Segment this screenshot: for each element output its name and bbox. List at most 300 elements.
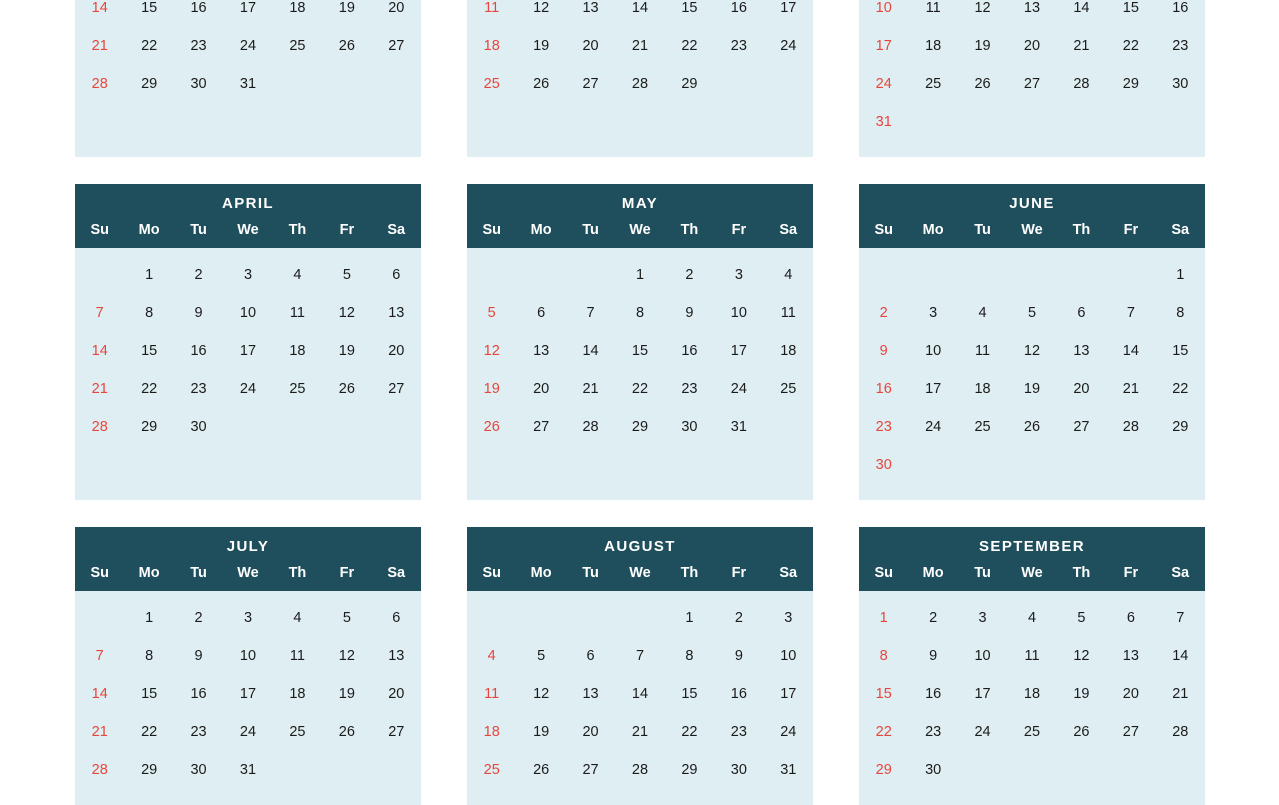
day-cell[interactable]: 23 — [875, 419, 892, 435]
day-cell[interactable]: 26 — [1023, 419, 1041, 435]
day-cell[interactable]: 19 — [338, 686, 355, 702]
day-cell[interactable]: 5 — [537, 648, 546, 664]
day-cell-empty — [958, 103, 1007, 141]
day-cell[interactable]: 20 — [533, 381, 550, 397]
day-cell-empty — [1156, 446, 1205, 484]
day-cell[interactable]: 25 — [289, 38, 306, 54]
day-cell[interactable]: 1 — [879, 610, 888, 626]
day-cell[interactable]: 26 — [1073, 724, 1090, 740]
day-cell[interactable]: 21 — [91, 38, 108, 54]
day-cell[interactable]: 24 — [925, 419, 942, 435]
day-cell[interactable]: 17 — [239, 686, 257, 702]
day-cell[interactable]: 17 — [239, 343, 257, 359]
day-cell[interactable]: 21 — [1172, 686, 1189, 702]
day-cell[interactable]: 26 — [338, 38, 355, 54]
day-cell[interactable]: 27 — [533, 419, 550, 435]
day-cell[interactable]: 24 — [875, 76, 892, 92]
day-cell[interactable]: 19 — [338, 0, 355, 16]
day-cell[interactable]: 9 — [685, 305, 694, 321]
weekday-header — [75, 565, 421, 591]
day-cell[interactable]: 28 — [1122, 419, 1139, 435]
day-cell[interactable]: 18 — [483, 38, 500, 54]
month-block — [859, 0, 1205, 157]
weekday-label: Fr — [339, 565, 355, 581]
day-cell[interactable]: 20 — [582, 724, 599, 740]
day-cell[interactable]: 11 — [975, 343, 991, 359]
day-cell[interactable]: 24 — [239, 38, 257, 54]
day-cell-empty — [1007, 256, 1056, 294]
day-cell[interactable]: 21 — [1122, 381, 1139, 397]
day-cell[interactable]: 4 — [1027, 610, 1037, 626]
day-cell[interactable]: 12 — [533, 0, 550, 16]
day-cell[interactable]: 22 — [141, 724, 158, 740]
day-cell[interactable]: 23 — [190, 38, 207, 54]
day-cell[interactable]: 5 — [1027, 305, 1037, 321]
day-cell[interactable]: 18 — [974, 381, 991, 397]
day-cell[interactable]: 30 — [190, 419, 207, 435]
day-cell[interactable]: 29 — [681, 762, 698, 778]
day-cell[interactable]: 14 — [631, 0, 649, 16]
day-cell[interactable]: 6 — [1126, 610, 1135, 626]
month-block — [75, 527, 421, 805]
day-cell[interactable]: 8 — [145, 648, 154, 664]
day-cell[interactable]: 5 — [1077, 610, 1086, 626]
day-cell[interactable]: 6 — [1077, 305, 1086, 321]
day-cell[interactable]: 15 — [875, 686, 892, 702]
day-cell[interactable]: 4 — [293, 267, 302, 283]
day-cell[interactable]: 23 — [681, 381, 698, 397]
day-cell[interactable]: 31 — [730, 419, 747, 435]
day-cell[interactable]: 3 — [243, 267, 253, 283]
day-cell[interactable]: 25 — [974, 419, 991, 435]
day-cell[interactable]: 25 — [1023, 724, 1041, 740]
day-cell-empty — [273, 408, 322, 446]
day-cell[interactable]: 13 — [582, 0, 599, 16]
day-cell[interactable]: 26 — [974, 76, 991, 92]
day-cell[interactable]: 30 — [190, 76, 207, 92]
day-cell[interactable]: 16 — [1172, 0, 1189, 16]
days-grid — [859, 591, 1205, 805]
day-cell[interactable]: 26 — [338, 724, 355, 740]
weekday-header — [859, 565, 1205, 591]
day-cell[interactable]: 23 — [1172, 38, 1189, 54]
month-title: APRIL — [75, 184, 421, 222]
day-cell[interactable]: 16 — [875, 381, 892, 397]
day-cell[interactable]: 16 — [190, 0, 207, 16]
day-cell[interactable]: 17 — [875, 38, 892, 54]
day-cell[interactable]: 3 — [929, 305, 938, 321]
day-cell[interactable]: 14 — [1172, 648, 1189, 664]
day-cell[interactable]: 12 — [338, 648, 355, 664]
day-cell[interactable]: 20 — [1122, 686, 1139, 702]
day-cell[interactable]: 26 — [338, 381, 355, 397]
day-cell[interactable]: 20 — [388, 343, 405, 359]
weekday-label: Mo — [138, 565, 160, 581]
day-cell-empty — [1156, 751, 1205, 789]
day-cell[interactable]: 26 — [533, 76, 550, 92]
day-cell[interactable]: 9 — [734, 648, 743, 664]
day-cell[interactable]: 9 — [194, 648, 203, 664]
day-cell[interactable]: 21 — [91, 724, 108, 740]
day-cell[interactable]: 12 — [1073, 648, 1090, 664]
weekday-label: Mo — [530, 222, 552, 238]
day-cell[interactable]: 22 — [875, 724, 892, 740]
day-cell[interactable]: 18 — [289, 343, 306, 359]
day-cell[interactable]: 11 — [484, 686, 500, 702]
day-cell[interactable]: 2 — [929, 610, 938, 626]
day-cell[interactable]: 25 — [289, 381, 306, 397]
day-cell[interactable]: 7 — [95, 305, 104, 321]
day-cell[interactable]: 2 — [685, 267, 694, 283]
day-cell[interactable]: 3 — [784, 610, 793, 626]
day-cell[interactable]: 28 — [91, 419, 108, 435]
day-cell[interactable]: 27 — [388, 381, 405, 397]
day-cell[interactable]: 13 — [1023, 0, 1041, 16]
weekday-header — [75, 222, 421, 248]
day-cell[interactable]: 6 — [392, 610, 401, 626]
day-cell[interactable]: 18 — [483, 724, 500, 740]
day-cell[interactable]: 20 — [388, 686, 405, 702]
day-cell[interactable]: 9 — [929, 648, 938, 664]
day-cell[interactable]: 6 — [586, 648, 595, 664]
day-cell[interactable]: 29 — [681, 76, 698, 92]
day-cell[interactable]: 15 — [141, 343, 158, 359]
day-cell[interactable]: 18 — [1023, 686, 1041, 702]
day-cell[interactable]: 26 — [483, 419, 500, 435]
day-cell-empty — [764, 65, 813, 103]
day-cell[interactable]: 12 — [483, 343, 500, 359]
day-cell-empty — [467, 256, 516, 294]
day-cell[interactable]: 11 — [484, 0, 500, 16]
day-cell[interactable]: 28 — [582, 419, 599, 435]
day-cell[interactable]: 25 — [780, 381, 797, 397]
day-cell[interactable]: 7 — [635, 648, 645, 664]
day-cell[interactable]: 26 — [533, 762, 550, 778]
day-cell[interactable]: 1 — [635, 267, 645, 283]
weekday-label: Tu — [190, 565, 207, 581]
day-cell[interactable]: 30 — [730, 762, 747, 778]
day-cell[interactable]: 12 — [974, 0, 991, 16]
day-cell[interactable]: 5 — [487, 305, 496, 321]
day-cell[interactable]: 19 — [1073, 686, 1090, 702]
day-cell[interactable]: 27 — [1023, 76, 1041, 92]
day-cell[interactable]: 21 — [631, 38, 649, 54]
day-cell-empty — [908, 103, 957, 141]
day-cell[interactable]: 8 — [145, 305, 154, 321]
day-cell[interactable]: 23 — [190, 381, 207, 397]
day-cell[interactable]: 22 — [631, 381, 649, 397]
day-cell-empty — [908, 446, 957, 484]
day-cell[interactable]: 4 — [978, 305, 987, 321]
day-cell[interactable]: 22 — [681, 724, 698, 740]
day-cell[interactable]: 25 — [483, 762, 500, 778]
weekday-label: Fr — [731, 222, 747, 238]
day-cell[interactable]: 19 — [533, 38, 550, 54]
day-cell[interactable]: 8 — [1176, 305, 1185, 321]
month-block — [467, 527, 813, 805]
day-cell[interactable]: 21 — [1073, 38, 1090, 54]
day-cell[interactable]: 31 — [239, 76, 257, 92]
day-cell[interactable]: 4 — [293, 610, 302, 626]
day-cell[interactable]: 24 — [780, 724, 797, 740]
day-cell[interactable]: 30 — [925, 762, 942, 778]
day-cell[interactable]: 28 — [91, 76, 108, 92]
day-cell[interactable]: 7 — [1126, 305, 1135, 321]
day-cell[interactable]: 15 — [681, 0, 698, 16]
days-grid — [859, 0, 1205, 157]
day-cell[interactable]: 29 — [1172, 419, 1189, 435]
day-cell[interactable]: 16 — [190, 686, 207, 702]
weekday-label: We — [629, 565, 651, 581]
day-cell[interactable]: 28 — [631, 762, 649, 778]
day-cell[interactable]: 21 — [91, 381, 108, 397]
day-cell[interactable]: 23 — [730, 724, 747, 740]
day-cell[interactable]: 15 — [141, 686, 158, 702]
day-cell[interactable]: 5 — [342, 267, 351, 283]
day-cell[interactable]: 30 — [681, 419, 698, 435]
day-cell[interactable]: 2 — [194, 610, 203, 626]
day-cell[interactable]: 27 — [582, 76, 599, 92]
day-cell-empty — [516, 256, 565, 294]
day-cell[interactable]: 23 — [730, 38, 747, 54]
day-cell[interactable]: 14 — [631, 686, 649, 702]
day-cell[interactable]: 24 — [730, 381, 747, 397]
weekday-label: Su — [874, 222, 893, 238]
day-cell[interactable]: 2 — [879, 305, 888, 321]
day-cell[interactable]: 19 — [1023, 381, 1041, 397]
day-cell[interactable]: 18 — [780, 343, 797, 359]
day-cell[interactable]: 2 — [734, 610, 743, 626]
day-cell[interactable]: 27 — [1073, 419, 1090, 435]
day-cell[interactable]: 28 — [91, 762, 108, 778]
day-cell[interactable]: 28 — [631, 76, 649, 92]
days-grid — [467, 591, 813, 805]
day-cell[interactable]: 17 — [925, 381, 942, 397]
day-cell[interactable]: 4 — [784, 267, 793, 283]
day-cell[interactable]: 15 — [1172, 343, 1189, 359]
day-cell[interactable]: 19 — [483, 381, 500, 397]
day-cell[interactable]: 25 — [483, 76, 500, 92]
day-cell[interactable]: 13 — [388, 648, 405, 664]
day-cell[interactable]: 3 — [243, 610, 253, 626]
days-grid — [75, 248, 421, 462]
day-cell[interactable]: 31 — [239, 762, 257, 778]
day-cell[interactable]: 10 — [239, 648, 257, 664]
day-cell[interactable]: 13 — [1073, 343, 1090, 359]
day-cell[interactable]: 29 — [141, 419, 158, 435]
weekday-label: Mo — [922, 222, 944, 238]
day-cell[interactable]: 23 — [925, 724, 942, 740]
day-cell[interactable]: 12 — [533, 686, 550, 702]
day-cell[interactable]: 20 — [582, 38, 599, 54]
day-cell-empty — [75, 256, 124, 294]
day-cell[interactable]: 16 — [190, 343, 207, 359]
day-cell[interactable]: 14 — [582, 343, 599, 359]
day-cell[interactable]: 16 — [730, 0, 747, 16]
day-cell[interactable]: 14 — [1122, 343, 1139, 359]
day-cell[interactable]: 18 — [289, 0, 306, 16]
day-cell[interactable]: 16 — [925, 686, 942, 702]
day-cell[interactable]: 17 — [780, 0, 797, 16]
day-cell[interactable]: 27 — [1122, 724, 1139, 740]
day-cell[interactable]: 8 — [685, 648, 694, 664]
days-grid — [859, 248, 1205, 500]
day-cell[interactable]: 28 — [1172, 724, 1189, 740]
weekday-label: We — [237, 565, 259, 581]
day-cell[interactable]: 24 — [239, 381, 257, 397]
day-cell[interactable]: 4 — [487, 648, 496, 664]
month-title: JUNE — [859, 184, 1205, 222]
day-cell[interactable]: 7 — [95, 648, 104, 664]
day-cell-empty — [615, 599, 664, 637]
day-cell[interactable]: 15 — [631, 343, 649, 359]
day-cell[interactable]: 29 — [875, 762, 892, 778]
day-cell[interactable]: 30 — [190, 762, 207, 778]
day-cell[interactable]: 14 — [91, 343, 108, 359]
day-cell[interactable]: 13 — [1122, 648, 1139, 664]
day-cell[interactable]: 14 — [1073, 0, 1090, 16]
day-cell[interactable]: 29 — [1122, 76, 1139, 92]
weekday-header — [859, 222, 1205, 248]
day-cell[interactable]: 23 — [190, 724, 207, 740]
day-cell[interactable]: 15 — [141, 0, 158, 16]
weekday-header — [467, 565, 813, 591]
day-cell[interactable]: 1 — [1176, 267, 1185, 283]
weekday-label: Su — [874, 565, 893, 581]
day-cell[interactable]: 25 — [289, 724, 306, 740]
day-cell-empty — [908, 256, 957, 294]
day-cell[interactable]: 7 — [1176, 610, 1185, 626]
day-cell[interactable]: 6 — [392, 267, 401, 283]
day-cell[interactable]: 2 — [194, 267, 203, 283]
day-cell[interactable]: 17 — [974, 686, 991, 702]
day-cell[interactable]: 14 — [91, 0, 108, 16]
day-cell[interactable]: 16 — [730, 686, 747, 702]
day-cell-empty — [566, 599, 615, 637]
month-block — [859, 527, 1205, 805]
day-cell[interactable]: 18 — [925, 38, 942, 54]
day-cell-empty — [372, 751, 421, 789]
day-cell[interactable]: 31 — [875, 114, 892, 130]
day-cell[interactable]: 11 — [780, 305, 796, 321]
day-cell[interactable]: 21 — [582, 381, 599, 397]
day-cell[interactable]: 29 — [141, 76, 158, 92]
weekday-label: Fr — [339, 222, 355, 238]
day-cell[interactable]: 21 — [631, 724, 649, 740]
day-cell[interactable]: 31 — [780, 762, 797, 778]
day-cell[interactable]: 12 — [338, 305, 355, 321]
day-cell[interactable]: 13 — [533, 343, 550, 359]
day-cell[interactable]: 9 — [194, 305, 203, 321]
day-cell[interactable]: 11 — [289, 648, 305, 664]
day-cell[interactable]: 10 — [925, 343, 942, 359]
day-cell[interactable]: 27 — [388, 38, 405, 54]
day-cell[interactable]: 22 — [681, 38, 698, 54]
day-cell[interactable]: 20 — [388, 0, 405, 16]
day-cell[interactable]: 19 — [974, 38, 991, 54]
day-cell[interactable]: 1 — [145, 610, 154, 626]
day-cell[interactable]: 10 — [974, 648, 991, 664]
day-cell[interactable]: 9 — [879, 343, 888, 359]
day-cell[interactable]: 20 — [1023, 38, 1041, 54]
day-cell-empty — [467, 599, 516, 637]
weekday-label: Sa — [387, 565, 406, 581]
day-cell[interactable]: 1 — [145, 267, 154, 283]
day-cell[interactable]: 14 — [91, 686, 108, 702]
day-cell[interactable]: 18 — [289, 686, 306, 702]
day-cell[interactable]: 12 — [1023, 343, 1041, 359]
weekday-label: Th — [288, 565, 307, 581]
day-cell[interactable]: 5 — [342, 610, 351, 626]
day-cell[interactable]: 30 — [1172, 76, 1189, 92]
day-cell[interactable]: 10 — [239, 305, 257, 321]
day-cell[interactable]: 10 — [780, 648, 797, 664]
day-cell[interactable]: 11 — [1024, 648, 1040, 664]
day-cell-empty — [1106, 103, 1155, 141]
day-cell[interactable]: 1 — [685, 610, 694, 626]
day-cell[interactable]: 15 — [1122, 0, 1139, 16]
month-block — [467, 184, 813, 500]
day-cell[interactable]: 19 — [338, 343, 355, 359]
day-cell[interactable]: 24 — [780, 38, 797, 54]
day-cell[interactable]: 25 — [925, 76, 942, 92]
day-cell[interactable]: 11 — [289, 305, 305, 321]
day-cell[interactable]: 22 — [141, 38, 158, 54]
day-cell[interactable]: 11 — [925, 0, 941, 16]
day-cell[interactable]: 17 — [239, 0, 257, 16]
day-cell[interactable]: 17 — [780, 686, 797, 702]
day-cell[interactable]: 24 — [239, 724, 257, 740]
day-cell[interactable]: 16 — [681, 343, 698, 359]
month-block — [859, 184, 1205, 500]
day-cell-empty — [1106, 446, 1155, 484]
day-cell[interactable]: 13 — [388, 305, 405, 321]
day-cell[interactable]: 28 — [1073, 76, 1090, 92]
day-cell[interactable]: 24 — [974, 724, 991, 740]
day-cell[interactable]: 10 — [875, 0, 892, 16]
day-cell[interactable]: 22 — [141, 381, 158, 397]
month-title: MAY — [467, 184, 813, 222]
day-cell[interactable]: 8 — [635, 305, 645, 321]
weekday-label: Su — [482, 565, 501, 581]
day-cell[interactable]: 20 — [1073, 381, 1090, 397]
day-cell[interactable]: 3 — [978, 610, 987, 626]
day-cell[interactable]: 15 — [681, 686, 698, 702]
day-cell[interactable]: 29 — [141, 762, 158, 778]
day-cell[interactable]: 6 — [537, 305, 546, 321]
day-cell[interactable]: 17 — [730, 343, 747, 359]
day-cell[interactable]: 22 — [1122, 38, 1139, 54]
day-cell-empty — [1057, 256, 1106, 294]
weekday-label: Th — [288, 222, 307, 238]
day-cell-empty — [75, 599, 124, 637]
day-cell[interactable]: 3 — [734, 267, 743, 283]
day-cell[interactable]: 8 — [879, 648, 888, 664]
day-cell[interactable]: 19 — [533, 724, 550, 740]
day-cell[interactable]: 27 — [582, 762, 599, 778]
day-cell[interactable]: 10 — [730, 305, 747, 321]
weekday-label: Fr — [1123, 565, 1139, 581]
day-cell[interactable]: 29 — [631, 419, 649, 435]
day-cell[interactable]: 7 — [586, 305, 595, 321]
day-cell-empty — [764, 408, 813, 446]
day-cell[interactable]: 27 — [388, 724, 405, 740]
days-grid — [75, 591, 421, 805]
day-cell[interactable]: 30 — [875, 457, 892, 473]
day-cell[interactable]: 13 — [582, 686, 599, 702]
month-title: AUGUST — [467, 527, 813, 565]
day-cell[interactable]: 22 — [1172, 381, 1189, 397]
